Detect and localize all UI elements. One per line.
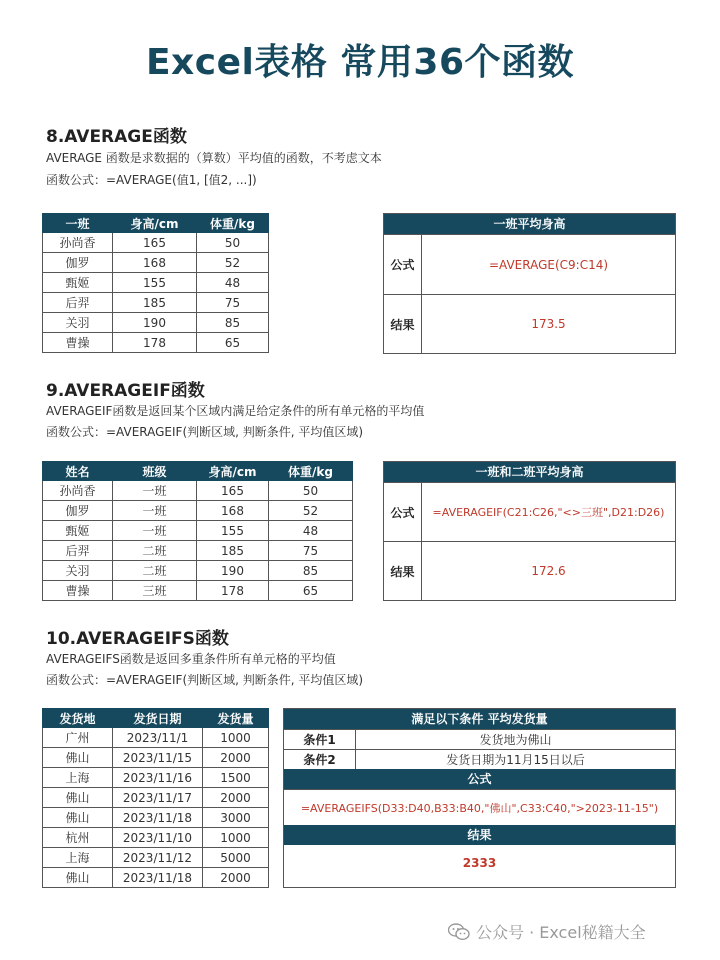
page-title: Excel表格 常用36个函数 xyxy=(145,42,575,83)
result-value: 172.6 xyxy=(531,564,566,578)
table-cell: 75 xyxy=(197,293,269,313)
table-cell: 5000 xyxy=(203,848,269,868)
table-cell: 2000 xyxy=(203,788,269,808)
table-cell: 杭州 xyxy=(43,828,113,848)
table-cell: 曹操 xyxy=(43,333,113,353)
column-header: 体重/kg xyxy=(269,462,353,481)
table-cell: 178 xyxy=(197,581,269,601)
table-cell: 168 xyxy=(197,501,269,521)
table-cell: 上海 xyxy=(43,848,113,868)
table-row xyxy=(43,581,353,601)
table-cell: 孙尚香 xyxy=(43,481,113,501)
table-row xyxy=(43,293,269,313)
table-cell: 85 xyxy=(197,313,269,333)
column-header: 发货量 xyxy=(203,709,269,728)
table-cell: 85 xyxy=(269,561,353,581)
table-cell: 甄姬 xyxy=(43,521,113,541)
section-9-table xyxy=(42,461,353,601)
result-label: 结果 xyxy=(384,295,422,353)
table-cell: 2023/11/15 xyxy=(113,748,203,768)
table-cell: 1000 xyxy=(203,828,269,848)
table-cell: 曹操 xyxy=(43,581,113,601)
table-cell: 2023/11/12 xyxy=(113,848,203,868)
table-row xyxy=(43,333,269,353)
section-10-formula-syntax: 函数公式：=AVERAGEIF(判断区域, 判断条件, 平均值区域) xyxy=(46,673,364,687)
table-cell: 1000 xyxy=(203,728,269,748)
table-header-row xyxy=(43,214,269,233)
table-row xyxy=(43,273,269,293)
table-row xyxy=(43,253,269,273)
table-cell: 178 xyxy=(113,333,197,353)
table-cell: 2023/11/18 xyxy=(113,868,203,888)
table-header-row xyxy=(43,709,269,728)
condition-2-value: 发货日期为11月15日以后 xyxy=(446,753,585,767)
table-cell: 2023/11/10 xyxy=(113,828,203,848)
table-cell: 佛山 xyxy=(43,748,113,768)
formula-value: =AVERAGE(C9:C14) xyxy=(488,257,609,272)
condition-2-label: 条件2 xyxy=(284,750,356,769)
table-cell: 佛山 xyxy=(43,788,113,808)
table-cell: 65 xyxy=(197,333,269,353)
table-cell: 佛山 xyxy=(43,868,113,888)
table-row xyxy=(43,541,353,561)
result-label: 结果 xyxy=(384,542,422,600)
table-row xyxy=(43,828,269,848)
table-cell: 伽罗 xyxy=(43,253,113,273)
column-header: 姓名 xyxy=(43,462,113,481)
table-row xyxy=(43,521,353,541)
table-row xyxy=(43,728,269,748)
section-8-heading: 8.AVERAGE函数 xyxy=(46,127,187,147)
table-cell: 52 xyxy=(197,253,269,273)
column-header: 发货地 xyxy=(43,709,113,728)
table-cell: 广州 xyxy=(43,728,113,748)
wechat-icon xyxy=(448,923,470,941)
table-cell: 190 xyxy=(113,313,197,333)
column-header: 发货日期 xyxy=(113,709,203,728)
table-row xyxy=(43,501,353,521)
table-cell: 2000 xyxy=(203,748,269,768)
table-cell: 2023/11/16 xyxy=(113,768,203,788)
table-cell: 2023/11/17 xyxy=(113,788,203,808)
section-9-formula-syntax: 函数公式：=AVERAGEIF(判断区域, 判断条件, 平均值区域) xyxy=(46,425,364,439)
section-9-description: AVERAGEIF函数是返回某个区域内满足给定条件的所有单元格的平均值 xyxy=(46,404,425,418)
section-9-result-box xyxy=(383,461,676,601)
section-10-result-box xyxy=(283,708,676,888)
table-row xyxy=(43,748,269,768)
table-cell: 三班 xyxy=(113,581,197,601)
table-cell: 190 xyxy=(197,561,269,581)
table-cell: 后羿 xyxy=(43,293,113,313)
table-cell: 上海 xyxy=(43,768,113,788)
formula-header: 公式 xyxy=(284,769,675,789)
section-10-table xyxy=(42,708,269,888)
table-row xyxy=(43,848,269,868)
column-header: 一班 xyxy=(43,214,113,233)
table-cell: 185 xyxy=(113,293,197,313)
table-row xyxy=(43,868,269,888)
table-cell: 2000 xyxy=(203,868,269,888)
table-cell: 50 xyxy=(197,233,269,253)
table-cell: 65 xyxy=(269,581,353,601)
section-8-formula-syntax: 函数公式：=AVERAGE(值1, [值2, ...]) xyxy=(46,173,257,187)
table-cell: 佛山 xyxy=(43,808,113,828)
column-header: 身高/cm xyxy=(197,462,269,481)
section-8-description: AVERAGE 函数是求数据的（算数）平均值的函数，不考虑文本 xyxy=(46,151,382,165)
result-value: 2333 xyxy=(462,855,497,870)
table-cell: 2023/11/1 xyxy=(113,728,203,748)
table-row xyxy=(43,788,269,808)
table-cell: 165 xyxy=(197,481,269,501)
table-row xyxy=(43,808,269,828)
table-header-row xyxy=(43,462,353,481)
table-cell: 孙尚香 xyxy=(43,233,113,253)
condition-1-label: 条件1 xyxy=(284,730,356,749)
table-cell: 关羽 xyxy=(43,313,113,333)
column-header: 体重/kg xyxy=(197,214,269,233)
result-box-header: 一班平均身高 xyxy=(384,214,675,234)
condition-1-value: 发货地为佛山 xyxy=(479,733,552,747)
section-9-heading: 9.AVERAGEIF函数 xyxy=(46,381,205,401)
table-cell: 165 xyxy=(113,233,197,253)
section-8-result-box xyxy=(383,213,676,354)
watermark xyxy=(448,920,646,943)
table-cell: 48 xyxy=(197,273,269,293)
table-cell: 一班 xyxy=(113,481,197,501)
table-cell: 二班 xyxy=(113,541,197,561)
table-row xyxy=(43,481,353,501)
table-cell: 3000 xyxy=(203,808,269,828)
formula-value: =AVERAGEIFS(D33:D40,B33:B40,"佛山",C33:C40,">2023-11-15") xyxy=(284,789,675,825)
watermark-text: 公众号 · Excel秘籍大全 xyxy=(476,923,646,942)
section-10-heading: 10.AVERAGEIFS函数 xyxy=(46,629,229,649)
section-10-description: AVERAGEIFS函数是返回多重条件所有单元格的平均值 xyxy=(46,652,336,666)
result-value: 173.5 xyxy=(531,317,566,331)
column-header: 身高/cm xyxy=(113,214,197,233)
result-box-header: 满足以下条件 平均发货量 xyxy=(284,709,675,729)
table-cell: 1500 xyxy=(203,768,269,788)
result-box-header: 一班和二班平均身高 xyxy=(384,462,675,482)
table-cell: 155 xyxy=(197,521,269,541)
section-8-table xyxy=(42,213,269,353)
result-header: 结果 xyxy=(284,825,675,845)
table-cell: 甄姬 xyxy=(43,273,113,293)
table-row xyxy=(43,561,353,581)
table-cell: 二班 xyxy=(113,561,197,581)
formula-label: 公式 xyxy=(384,483,422,541)
table-cell: 48 xyxy=(269,521,353,541)
table-cell: 168 xyxy=(113,253,197,273)
table-cell: 75 xyxy=(269,541,353,561)
table-cell: 关羽 xyxy=(43,561,113,581)
table-cell: 2023/11/18 xyxy=(113,808,203,828)
table-cell: 50 xyxy=(269,481,353,501)
table-row xyxy=(43,313,269,333)
table-cell: 一班 xyxy=(113,501,197,521)
formula-label: 公式 xyxy=(384,235,422,294)
table-cell: 一班 xyxy=(113,521,197,541)
formula-value: =AVERAGEIF(C21:C26,"<>三班",D21:D26) xyxy=(432,506,665,519)
table-cell: 伽罗 xyxy=(43,501,113,521)
table-row xyxy=(43,768,269,788)
table-cell: 185 xyxy=(197,541,269,561)
table-cell: 155 xyxy=(113,273,197,293)
table-row xyxy=(43,233,269,253)
table-cell: 后羿 xyxy=(43,541,113,561)
table-cell: 52 xyxy=(269,501,353,521)
column-header: 班级 xyxy=(113,462,197,481)
